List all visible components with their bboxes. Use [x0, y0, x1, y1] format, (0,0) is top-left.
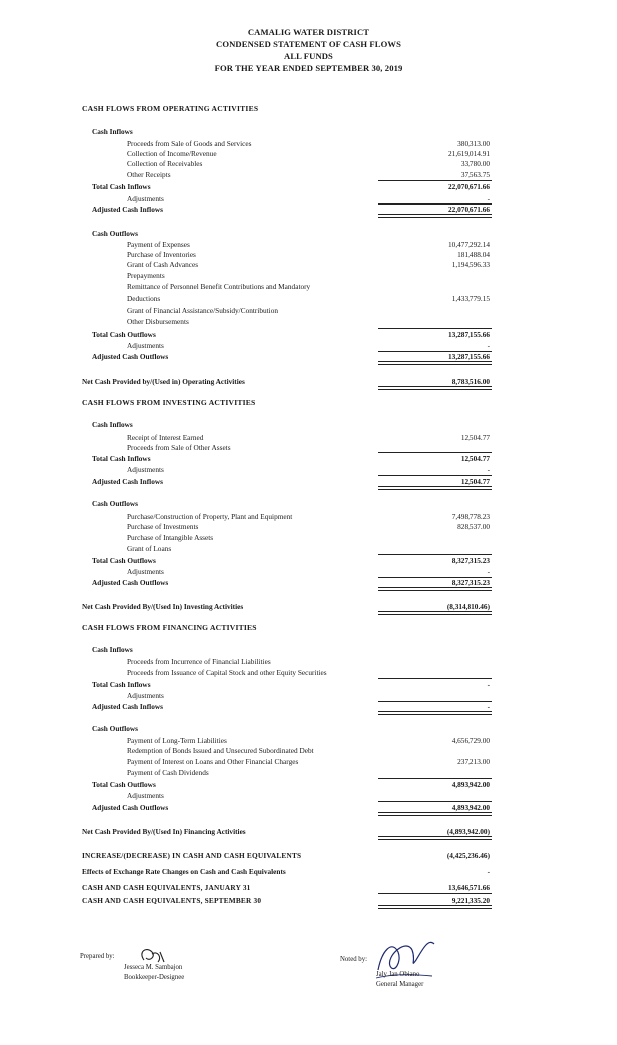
amount-cell: [380, 543, 490, 554]
amount-cell: 12,504.77: [460, 477, 490, 486]
district-name: CAMALIG WATER DISTRICT: [247, 27, 370, 37]
line-item-label: Payment of Long-Term Liabilities: [127, 736, 227, 745]
total-label: Adjusted Cash Inflows: [92, 477, 163, 486]
amount-cell: 4,893,942.00: [451, 780, 490, 789]
amount-cell: 12,504.77: [460, 433, 490, 442]
amount-cell: (8,314,810.46): [446, 602, 490, 611]
amount-cell: 181,488.04: [457, 250, 490, 259]
line-item-label: Proceeds from Sale of Other Assets: [127, 443, 231, 452]
total-label: Total Cash Inflows: [92, 680, 151, 689]
underline-rule: [378, 893, 492, 894]
line-item-label: Other Receipts: [127, 170, 171, 179]
double-underline-rule: [378, 812, 492, 816]
amount-cell: 13,287,155.66: [448, 330, 490, 339]
double-underline-rule: [378, 611, 492, 615]
line-item-label: Remittance of Personnel Benefit Contributions and Mandatory: [127, 282, 311, 291]
amount-cell: 9,221,335.20: [451, 896, 490, 905]
total-label: Adjusted Cash Inflows: [92, 702, 163, 711]
prepared-by-label: Prepared by:: [80, 953, 115, 960]
amount-cell: 8,327,315.23: [451, 578, 490, 587]
total-label: Total Cash Outflows: [92, 330, 156, 339]
noted-by-title: General Manager: [376, 981, 424, 988]
amount-cell: 37,563.75: [460, 170, 490, 179]
summary-label: Effects of Exchange Rate Changes on Cash and Cash Equivalents: [82, 867, 286, 876]
amount-cell: [380, 767, 490, 778]
amount-cell: 22,070,671.66: [448, 182, 490, 191]
amount-cell: -: [487, 867, 490, 876]
line-item-label: Purchase of Intangible Assets: [127, 533, 214, 542]
summary-label: CASH AND CASH EQUIVALENTS, SEPTEMBER 30: [82, 896, 262, 905]
amount-cell: 13,287,155.66: [448, 352, 490, 361]
adjustments-label: Adjustments: [127, 691, 164, 700]
amount-cell: 1,194,596.33: [451, 260, 490, 269]
amount-cell: -: [487, 465, 490, 474]
fund-scope: ALL FUNDS: [284, 51, 333, 61]
line-item-label: Receipt of Interest Earned: [127, 433, 204, 442]
line-item-label: Payment of Interest on Loans and Other Financial Charges: [127, 757, 299, 766]
line-item-label: Grant of Cash Advances: [127, 260, 199, 269]
adjustments-label: Adjustments: [127, 791, 164, 800]
amount-cell: 4,893,942.00: [451, 803, 490, 812]
amount-cell: -: [487, 567, 490, 576]
amount-cell: -: [487, 702, 490, 711]
amount-cell: 7,498,778.23: [451, 512, 490, 521]
overline-rule: [378, 452, 492, 453]
section-heading: CASH FLOWS FROM FINANCING ACTIVITIES: [82, 623, 257, 632]
double-underline-rule: [378, 361, 492, 365]
double-underline-rule: [378, 905, 492, 909]
line-item-label: Proceeds from Incurrence of Financial Liabilities: [127, 657, 271, 666]
line-item-label: Purchase/Construction of Property, Plant and Equipment: [127, 512, 293, 521]
amount-cell: [380, 316, 490, 327]
section-heading: CASH FLOWS FROM OPERATING ACTIVITIES: [82, 104, 259, 113]
subsection-heading: Cash Inflows: [92, 127, 133, 136]
subsection-heading: Cash Outflows: [92, 499, 139, 508]
amount-cell: 828,537.00: [457, 522, 490, 531]
amount-cell: 8,327,315.23: [451, 556, 490, 565]
subsection-heading: Cash Inflows: [92, 645, 133, 654]
line-item-label: Payment of Expenses: [127, 240, 190, 249]
summary-label: INCREASE/(DECREASE) IN CASH AND CASH EQUIVALENTS: [82, 851, 302, 860]
adjustments-label: Adjustments: [127, 194, 164, 203]
amount-cell: 12,504.77: [460, 454, 490, 463]
net-cash-label: Net Cash Provided By/(Used In) Investing Activities: [82, 602, 244, 611]
statement-header: [0, 26, 617, 74]
amount-cell: 22,070,671.66: [448, 205, 490, 214]
line-item-label: Proceeds from Issuance of Capital Stock and other Equity Securities: [127, 668, 327, 677]
total-label: Adjusted Cash Inflows: [92, 205, 163, 214]
subsection-heading: Cash Outflows: [92, 229, 139, 238]
line-item-label: Other Disbursements: [127, 317, 189, 326]
double-underline-rule: [378, 386, 492, 390]
noted-by-label: Noted by:: [340, 956, 367, 963]
subsection-heading: Cash Outflows: [92, 724, 139, 733]
total-label: Total Cash Outflows: [92, 780, 156, 789]
overline-rule: [378, 203, 492, 204]
prepared-by-title: Bookkeeper-Designee: [124, 974, 185, 981]
line-item-label: Grant of Loans: [127, 544, 172, 553]
amount-cell: 237,213.00: [457, 757, 490, 766]
total-label: Adjusted Cash Outflows: [92, 352, 169, 361]
double-underline-rule: [378, 486, 492, 490]
summary-label: CASH AND CASH EQUIVALENTS, JANUARY 31: [82, 883, 251, 892]
line-item-label: Collection of Receivables: [127, 159, 203, 168]
total-label: Total Cash Inflows: [92, 182, 151, 191]
amount-cell: [380, 656, 490, 667]
adjustments-label: Adjustments: [127, 567, 164, 576]
amount-cell: 13,646,571.66: [448, 883, 490, 892]
double-underline-rule: [378, 214, 492, 218]
amount-cell: 8,783,516.00: [451, 377, 490, 386]
amount-cell: 1,433,779.15: [451, 294, 490, 303]
amount-cell: [380, 270, 490, 281]
total-label: Total Cash Inflows: [92, 454, 151, 463]
amount-cell: -: [487, 194, 490, 203]
amount-cell: [380, 305, 490, 316]
double-underline-rule: [378, 587, 492, 591]
overline-rule: [378, 328, 492, 329]
line-item-label: Payment of Cash Dividends: [127, 768, 209, 777]
line-item-label: Redemption of Bonds Issued and Unsecured Subordinated Debt: [127, 746, 314, 755]
amount-cell: -: [487, 680, 490, 689]
amount-cell: 10,477,292.14: [448, 240, 490, 249]
statement-period: FOR THE YEAR ENDED SEPTEMBER 30, 2019: [214, 63, 403, 73]
line-item-label: Collection of Income/Revenue: [127, 149, 217, 158]
net-cash-label: Net Cash Provided by/(Used in) Operating Activities: [82, 377, 245, 386]
line-item-label: Prepayments: [127, 271, 165, 280]
amount-cell: [380, 690, 490, 701]
line-item-label: Purchase of Inventories: [127, 250, 196, 259]
line-item-label: Proceeds from Sale of Goods and Services: [127, 139, 252, 148]
amount-cell: -: [487, 341, 490, 350]
noted-by-name: Jaly Jan Obiano: [376, 971, 420, 978]
amount-cell: [380, 532, 490, 543]
total-label: Total Cash Outflows: [92, 556, 156, 565]
adjustments-label: Adjustments: [127, 341, 164, 350]
amount-cell: [380, 745, 490, 756]
section-heading: CASH FLOWS FROM INVESTING ACTIVITIES: [82, 398, 256, 407]
line-item-label: Purchase of Investments: [127, 522, 199, 531]
adjustments-label: Adjustments: [127, 465, 164, 474]
line-item-label: Grant of Financial Assistance/Subsidy/Contribution: [127, 306, 278, 315]
amount-cell: 4,656,729.00: [451, 736, 490, 745]
total-label: Adjusted Cash Outflows: [92, 803, 169, 812]
amount-cell: (4,893,942.00): [446, 827, 490, 836]
amount-cell: 380,313.00: [457, 139, 490, 148]
amount-cell: 33,780.00: [460, 159, 490, 168]
double-underline-rule: [378, 711, 492, 715]
amount-cell: (4,425,236.46): [446, 851, 490, 860]
total-label: Adjusted Cash Outflows: [92, 578, 169, 587]
net-cash-label: Net Cash Provided By/(Used In) Financing Activities: [82, 827, 246, 836]
amount-cell: [380, 790, 490, 801]
amount-cell: [380, 667, 490, 678]
amount-cell: [380, 281, 490, 292]
line-item-label: Deductions: [127, 294, 161, 303]
subsection-heading: Cash Inflows: [92, 420, 133, 429]
amount-cell: 21,619,014.91: [448, 149, 490, 158]
statement-title: CONDENSED STATEMENT OF CASH FLOWS: [216, 39, 401, 49]
double-underline-rule: [378, 836, 492, 840]
prepared-by-name: Jesseca M. Sambajon: [124, 964, 183, 971]
